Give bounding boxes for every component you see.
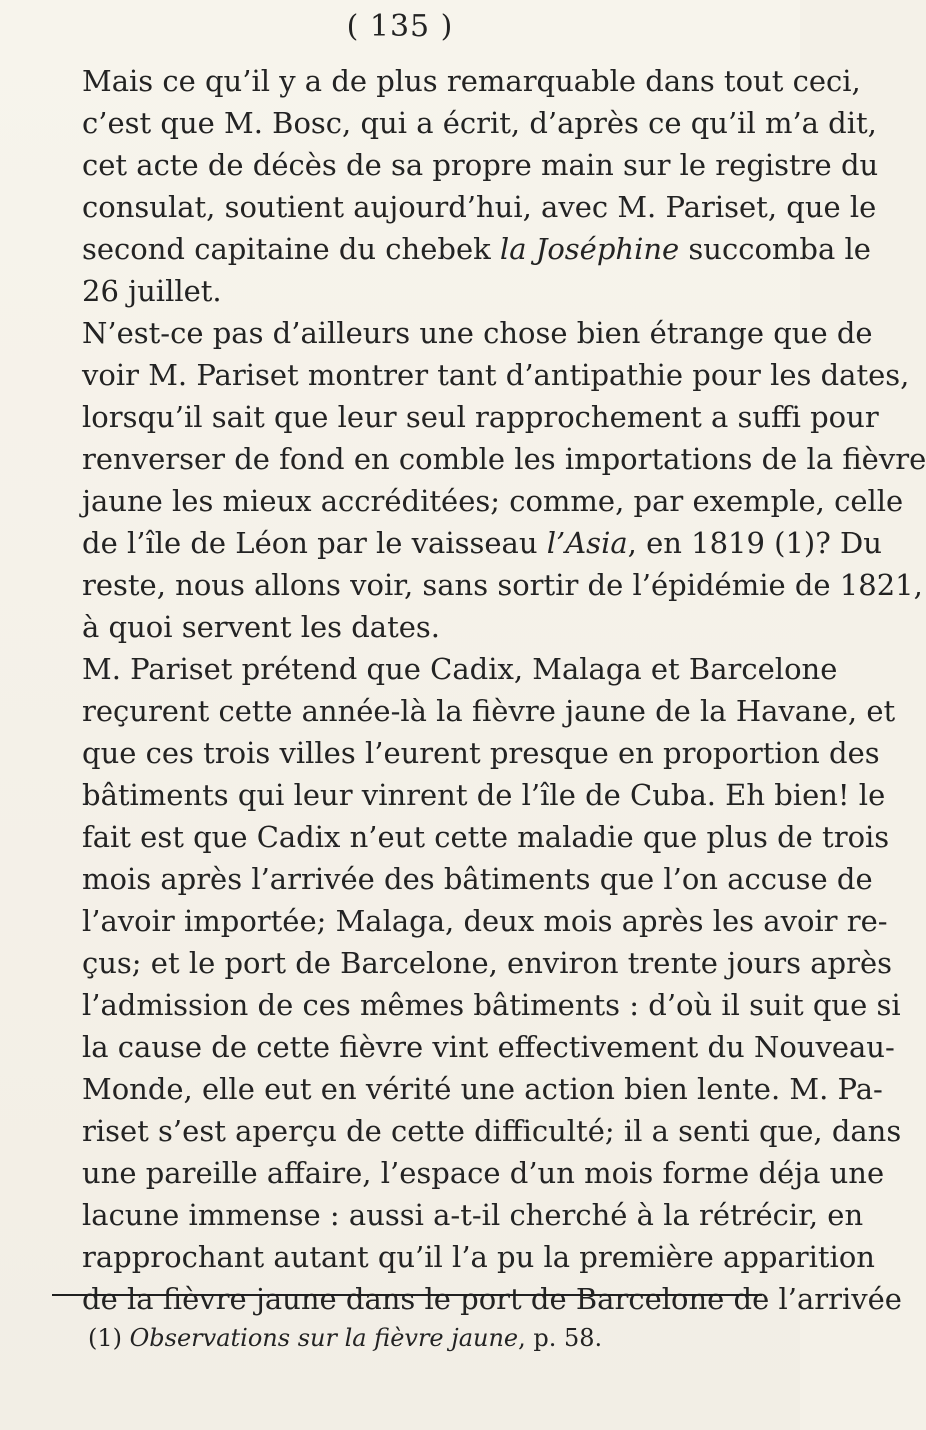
main-text — [52, 60, 926, 1320]
text-line: rapprochant autant qu’il l’a pu la première apparition — [82, 1240, 875, 1274]
text-line: la cause de cette fièvre vint effectivement du Nouveau- — [82, 1030, 895, 1064]
text-line: que ces trois villes l’eurent presque en proportion des — [82, 736, 880, 770]
page-number: ( 135 ) — [346, 9, 454, 44]
text-line: çus; et le port de Barcelone, environ trente jours après — [82, 946, 893, 980]
text-line: c’est que M. Bosc, qui a écrit, d’après ce qu’il m’a dit, — [82, 106, 877, 140]
footnote-divider — [52, 1294, 762, 1296]
paragraph-2 — [52, 312, 926, 648]
text-line: Monde, elle eut en vérité une action bien lente. M. Pa- — [82, 1072, 883, 1106]
text-line: l’avoir importée; Malaga, deux mois après les avoir re- — [82, 904, 888, 938]
text-line: mois après l’arrivée des bâtiments que l’on accuse de — [82, 862, 873, 896]
text-line — [52, 228, 871, 270]
text-line: riset s’est aperçu de cette difficulté; il a senti que, dans — [82, 1114, 902, 1148]
text-line: lacune immense : aussi a-t-il cherché à la rétrécir, en — [82, 1198, 864, 1232]
text-line: fait est que Cadix n’eut cette maladie que plus de trois — [82, 820, 890, 854]
footnote — [88, 1324, 728, 1353]
footnote-tail: , p. 58. — [518, 1324, 603, 1352]
ship-name: l’Asia — [546, 526, 628, 560]
text-line: M. Pariset prétend que Cadix, Malaga et Barcelone — [82, 652, 838, 686]
footnote-marker: (1) — [88, 1324, 130, 1352]
text-line: de la fièvre jaune dans le port de Barcelone de l’arrivée — [82, 1282, 902, 1316]
text-segment: succomba le — [679, 232, 871, 266]
text-line: reste, nous allons voir, sans sortir de l’épidémie de 1821, — [82, 568, 923, 602]
text-line: Mais ce qu’il y a de plus remarquable dans tout ceci, — [82, 64, 861, 98]
text-line — [52, 522, 882, 564]
text-line: 26 juillet. — [82, 274, 222, 308]
text-line: une pareille affaire, l’espace d’un mois forme déja une — [82, 1156, 885, 1190]
text-line: voir M. Pariset montrer tant d’antipathie pour les dates, — [82, 358, 910, 392]
text-line: consulat, soutient aujourd’hui, avec M. Pariset, que le — [82, 190, 877, 224]
text-line: renverser de fond en comble les importations de la fièvre — [82, 442, 926, 476]
footnote-title: Observations sur la fièvre jaune — [129, 1324, 519, 1352]
text-line: jaune les mieux accréditées; comme, par exemple, celle — [82, 484, 904, 518]
ship-name: la Joséphine — [499, 232, 680, 266]
text-line: bâtiments qui leur vinrent de l’île de Cuba. Eh bien! le — [82, 778, 886, 812]
paragraph-1 — [52, 60, 879, 312]
text-segment: second capitaine du chebek — [82, 232, 500, 266]
paragraph-3 — [52, 648, 902, 1320]
text-line: l’admission de ces mêmes bâtiments : d’où il suit que si — [82, 988, 901, 1022]
text-line: lorsqu’il sait que leur seul rapprochement a suffi pour — [82, 400, 879, 434]
text-line: reçurent cette année-là la fièvre jaune de la Havane, et — [82, 694, 896, 728]
text-line: à quoi servent les dates. — [82, 610, 441, 644]
text-segment: , en 1819 (1)? Du — [627, 526, 882, 560]
text-segment: de l’île de Léon par le vaisseau — [82, 526, 547, 560]
text-line: cet acte de décès de sa propre main sur le registre du — [82, 148, 879, 182]
text-line: N’est-ce pas d’ailleurs une chose bien étrange que de — [82, 316, 873, 350]
